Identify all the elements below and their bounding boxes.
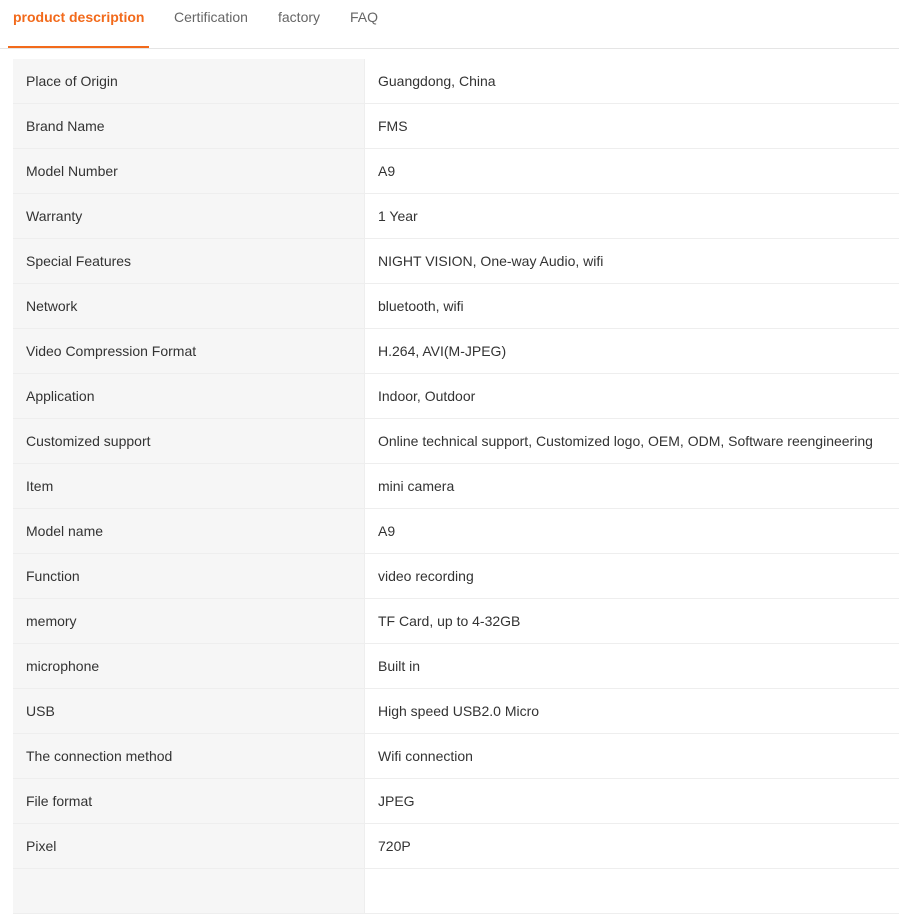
spec-row	[13, 464, 899, 509]
spec-key: memory	[13, 599, 365, 644]
spec-value: mini camera	[365, 464, 899, 509]
spec-key: Function	[13, 554, 365, 599]
spec-value: video recording	[365, 554, 899, 599]
spec-row	[13, 59, 899, 104]
spec-row	[13, 689, 899, 734]
spec-value: bluetooth, wifi	[365, 284, 899, 329]
spec-value: Wifi connection	[365, 734, 899, 779]
tab-faq[interactable]: FAQ	[350, 0, 378, 48]
spec-row	[13, 599, 899, 644]
spec-row	[13, 239, 899, 284]
spec-table-body	[13, 59, 899, 914]
spec-value: Indoor, Outdoor	[365, 374, 899, 419]
spec-key: Warranty	[13, 194, 365, 239]
spec-key: Pixel	[13, 824, 365, 869]
spec-row	[13, 824, 899, 869]
spec-key: Place of Origin	[13, 59, 365, 104]
spec-value: TF Card, up to 4-32GB	[365, 599, 899, 644]
spec-value: A9	[365, 149, 899, 194]
spec-key: Item	[13, 464, 365, 509]
tab-factory[interactable]: factory	[278, 0, 320, 48]
spec-row	[13, 284, 899, 329]
spec-key: USB	[13, 689, 365, 734]
spec-value	[365, 869, 899, 914]
spec-value: Online technical support, Customized logo, OEM, ODM, Software reengineering	[365, 419, 899, 464]
spec-key: Application	[13, 374, 365, 419]
spec-row	[13, 554, 899, 599]
spec-value: Guangdong, China	[365, 59, 899, 104]
spec-row	[13, 149, 899, 194]
spec-key: The connection method	[13, 734, 365, 779]
spec-key	[13, 869, 365, 914]
spec-key: Model name	[13, 509, 365, 554]
spec-value: JPEG	[365, 779, 899, 824]
spec-row	[13, 329, 899, 374]
spec-row	[13, 734, 899, 779]
spec-value: 1 Year	[365, 194, 899, 239]
spec-value: H.264, AVI(M-JPEG)	[365, 329, 899, 374]
spec-value: Built in	[365, 644, 899, 689]
spec-value: 720P	[365, 824, 899, 869]
tab-bar	[0, 0, 899, 49]
spec-row	[13, 104, 899, 149]
spec-key: microphone	[13, 644, 365, 689]
spec-key: Special Features	[13, 239, 365, 284]
spec-row	[13, 644, 899, 689]
spec-row	[13, 869, 899, 914]
product-spec-table	[13, 59, 899, 914]
tab-certification[interactable]: Certification	[174, 0, 248, 48]
spec-key: Video Compression Format	[13, 329, 365, 374]
spec-row	[13, 419, 899, 464]
tab-product-description[interactable]: product description	[8, 0, 149, 48]
spec-value: FMS	[365, 104, 899, 149]
spec-key: File format	[13, 779, 365, 824]
spec-value: NIGHT VISION, One-way Audio, wifi	[365, 239, 899, 284]
spec-key: Customized support	[13, 419, 365, 464]
spec-value: A9	[365, 509, 899, 554]
spec-key: Brand Name	[13, 104, 365, 149]
spec-row	[13, 374, 899, 419]
spec-key: Network	[13, 284, 365, 329]
spec-row	[13, 509, 899, 554]
spec-value: High speed USB2.0 Micro	[365, 689, 899, 734]
spec-row	[13, 779, 899, 824]
spec-key: Model Number	[13, 149, 365, 194]
spec-row	[13, 194, 899, 239]
